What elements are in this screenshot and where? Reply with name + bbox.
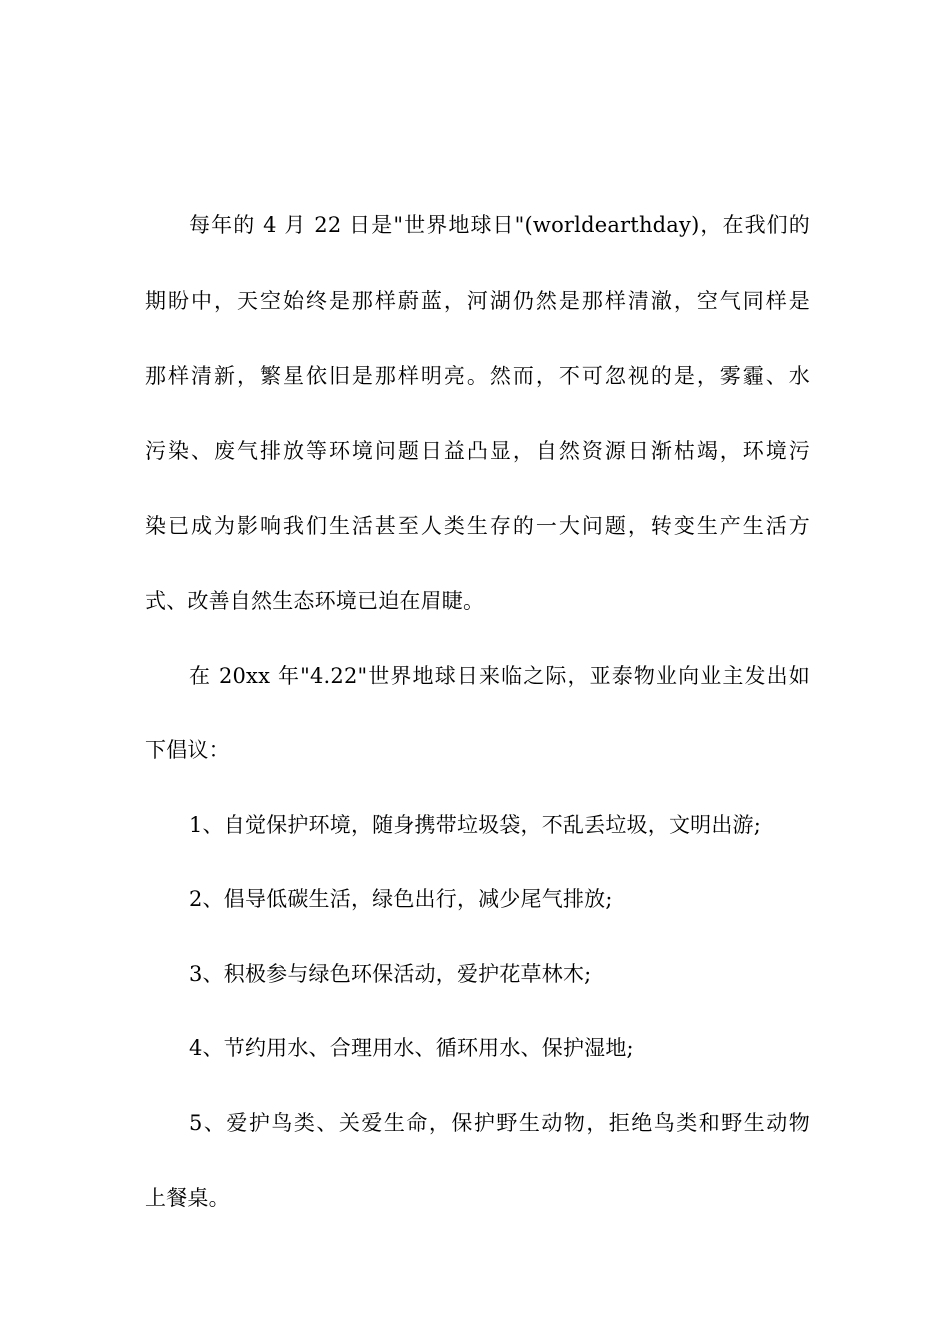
- list-item: 1、自觉保护环境，随身携带垃圾袋，不乱丢垃圾，文明出游;: [189, 813, 762, 837]
- paragraph-line: 那样清新，繁星依旧是那样明亮。然而，不可忽视的是，雾霾、水: [145, 364, 810, 388]
- paragraph-line: 在 20xx 年"4.22"世界地球日来临之际，亚泰物业向业主发出如: [189, 664, 810, 688]
- list-item: 5、爱护鸟类、关爱生命，保护野生动物，拒绝鸟类和野生动物: [189, 1111, 810, 1135]
- paragraph-line: 每年的 4 月 22 日是"世界地球日"(worldearthday)，在我们的: [189, 213, 810, 237]
- list-item: 4、节约用水、合理用水、循环用水、保护湿地;: [189, 1036, 634, 1060]
- paragraph-line: 期盼中，天空始终是那样蔚蓝，河湖仍然是那样清澈，空气同样是: [145, 289, 810, 313]
- paragraph-line: 污染、废气排放等环境问题日益凸显，自然资源日渐枯竭，环境污: [145, 439, 810, 463]
- paragraph-line: 染已成为影响我们生活甚至人类生存的一大问题，转变生产生活方: [145, 514, 810, 538]
- paragraph-line: 式、改善自然生态环境已迫在眉睫。: [145, 589, 485, 613]
- list-item: 2、倡导低碳生活，绿色出行，减少尾气排放;: [189, 887, 613, 911]
- list-item: 3、积极参与绿色环保活动，爱护花草林木;: [189, 962, 592, 986]
- paragraph-line: 下倡议：: [145, 738, 230, 762]
- list-item-continuation: 上餐桌。: [145, 1186, 230, 1210]
